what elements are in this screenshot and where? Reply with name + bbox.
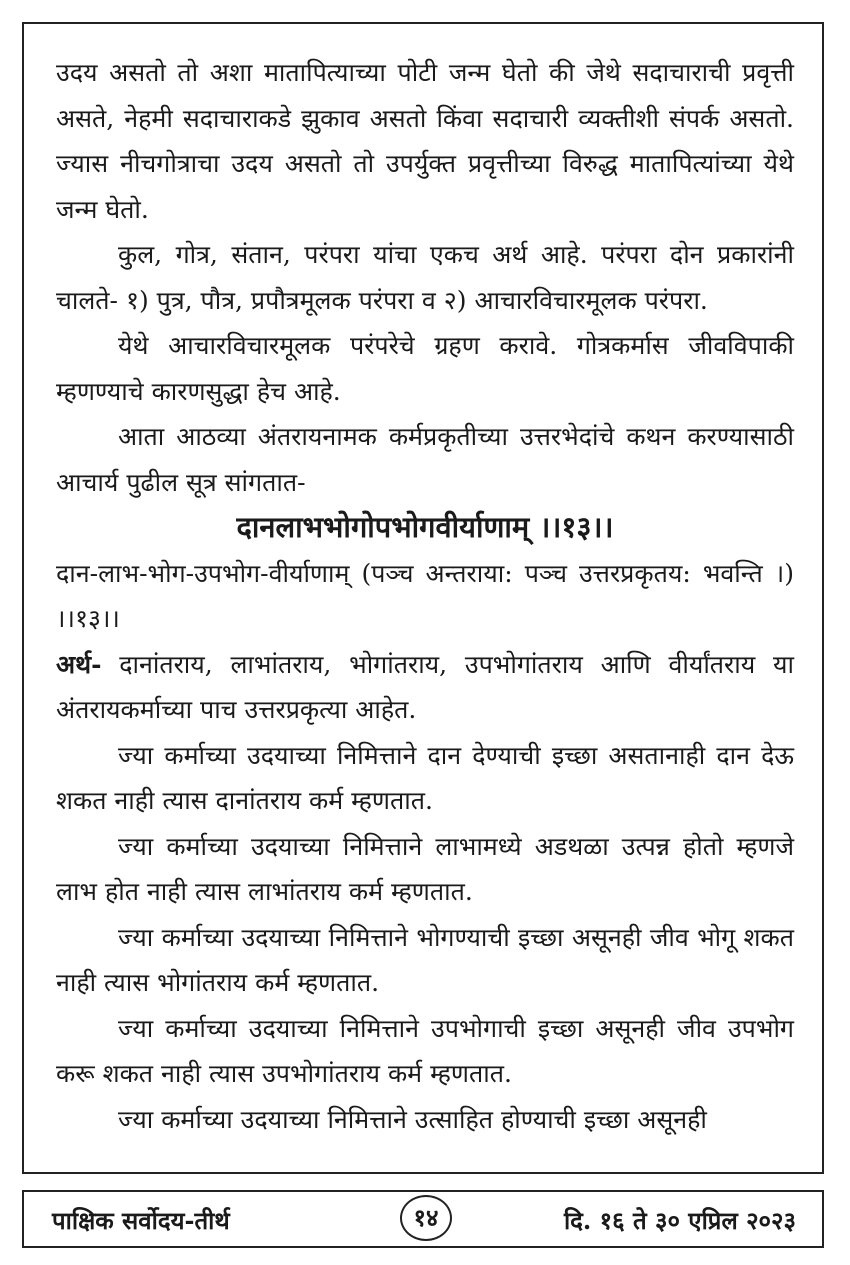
body-text	[56, 50, 794, 1142]
paragraph-2: कुल, गोत्र, संतान, परंपरा यांचा एकच अर्थ आहे. परंपरा दोन प्रकारांनी चालते- १) पुत्र, पौत्र, प्रपौत्रमूलक परंपरा व २) आचारविचारमूलक परंपरा.	[56, 240, 794, 315]
paragraph-7: ज्या कर्माच्या उदयाच्या निमित्ताने लाभामध्ये अडथळा उत्पन्न होतो म्हणजे लाभ होत नाही त्यास लाभांतराय कर्म म्हणतात.	[56, 831, 794, 906]
paragraph-6: ज्या कर्माच्या उदयाच्या निमित्ताने दान देण्याची इच्छा असतानाही दान देऊ शकत नाही त्यास दानांतराय कर्म म्हणतात.	[56, 740, 794, 815]
page-footer	[22, 1190, 824, 1248]
paragraph-4: आता आठव्या अंतरायनामक कर्मप्रकृतीच्या उत्तरभेदांचे कथन करण्यासाठी आचार्य पुढील सूत्र सांगतात-	[56, 422, 794, 497]
sutra-heading: दानलाभभोगोपभोगवीर्याणाम् ।।१३।।	[236, 510, 614, 544]
paragraph-5: दान-लाभ-भोग-उपभोग-वीर्याणाम् (पञ्च अन्तराया: पञ्च उत्तरप्रकृतय: भवन्ति ।) ।।१३।।	[56, 558, 794, 633]
publication-name: पाक्षिक सर्वोदय-तीर्थ	[52, 1206, 230, 1235]
page-content-frame	[22, 22, 824, 1174]
paragraph-9: ज्या कर्माच्या उदयाच्या निमित्ताने उपभोगाची इच्छा असूनही जीव उपभोग करू शकत नाही त्यास उपभोगांतराय कर्म म्हणतात.	[56, 1013, 794, 1088]
paragraph-8: ज्या कर्माच्या उदयाच्या निमित्ताने भोगण्याची इच्छा असूनही जीव भोगू शकत नाही त्यास भोगांतराय कर्म म्हणतात.	[56, 922, 794, 997]
artha-text: दानांतराय, लाभांतराय, भोगांतराय, उपभोगांतराय आणि वीर्यांतराय या अंतरायकर्माच्या पाच उत्तरप्रकृत्या आहेत.	[56, 649, 794, 724]
paragraph-1: उदय असतो तो अशा मातापित्याच्या पोटी जन्म घेतो की जेथे सदाचाराची प्रवृत्ती असते, नेहमी सदाचाराकडे झुकाव असतो किंवा सदाचारी व्यक्तीशी संपर्क असतो. ज्यास नीचगोत्राचा उदय असतो तो उपर्युक्त प्रवृत्तीच्या विरुद्ध मातापित्यांच्या येथे जन्म घेतो.	[56, 58, 794, 224]
artha-label: अर्थ-	[56, 649, 102, 679]
page-number: १४	[400, 1195, 452, 1241]
issue-date: दि. १६ ते ३० एप्रिल २०२३	[563, 1206, 796, 1235]
artha-paragraph	[56, 642, 794, 733]
paragraph-3: येथे आचारविचारमूलक परंपरेचे ग्रहण करावे. गोत्रकर्मास जीवविपाकी म्हणण्याचे कारणसुद्धा हेच आहे.	[56, 331, 794, 406]
paragraph-10: ज्या कर्माच्या उदयाच्या निमित्ताने उत्साहित होण्याची इच्छा असूनही	[118, 1104, 707, 1134]
